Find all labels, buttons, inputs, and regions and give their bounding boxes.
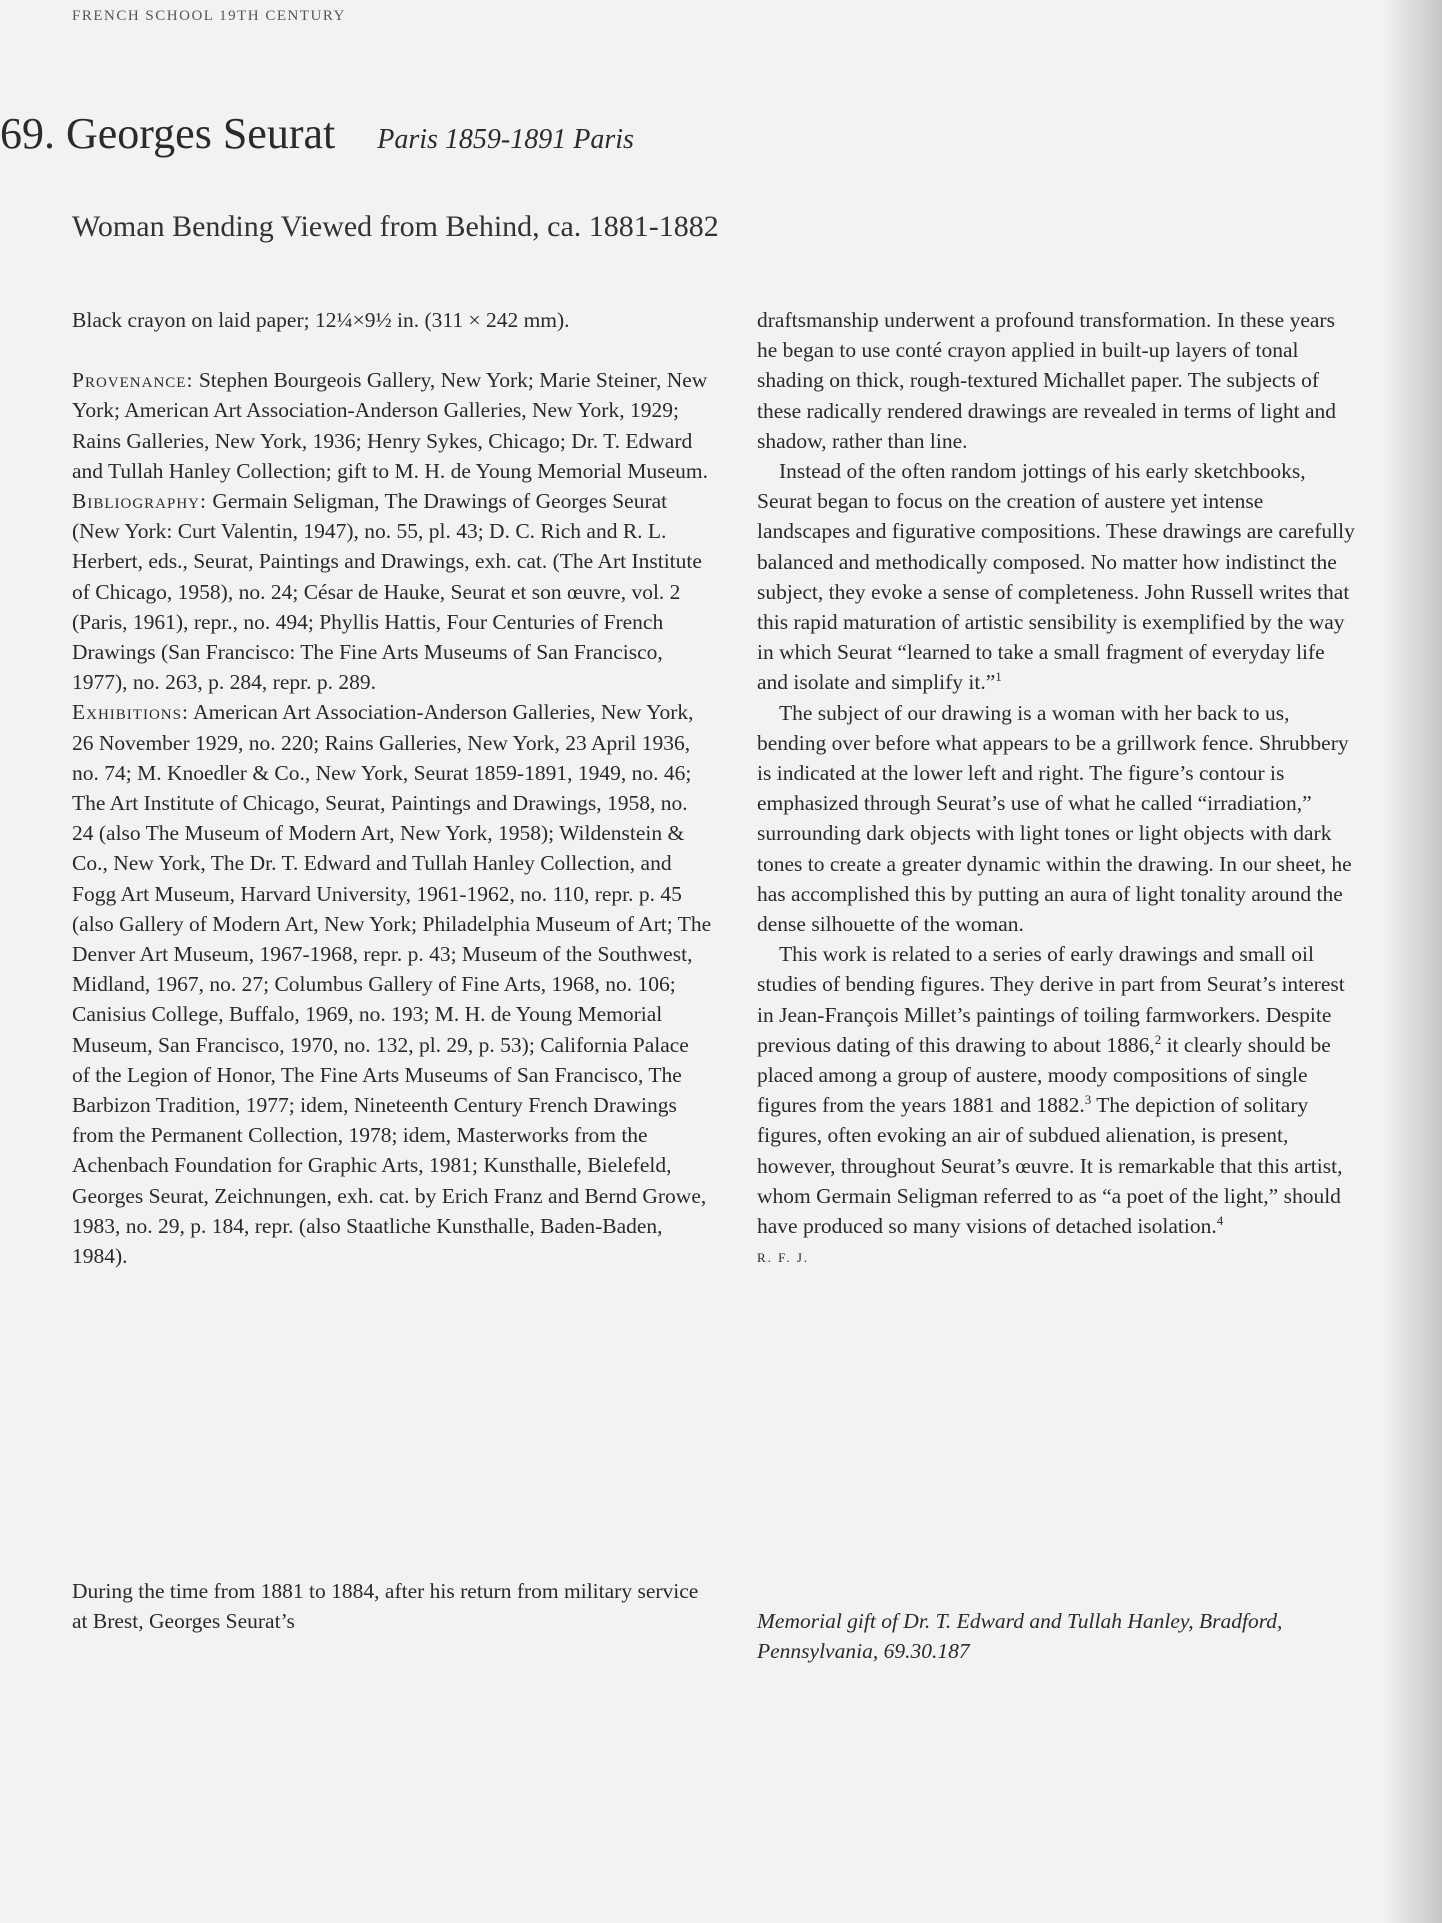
essay-paragraph-4-a: This work is related to a series of early drawings and small oil studies of bending figures. They derive in part from Seurat’s interest in Jean-François Millet’s paintings of toiling farmworkers. Despite previous dating of this drawing to about 1886, [757, 942, 1345, 1057]
footnote-ref-1: 1 [995, 669, 1002, 685]
essay-paragraph-4-c: The depiction of solitary figures, often evoking an air of subdued alienation, is present, however, throughout Seurat’s œuvre. It is remarkable that this artist, whom Germain Seligman referred to as “a poet of the light,” should have produced so many visions of detached isolation. [757, 1093, 1343, 1239]
essay-paragraph-4 [757, 939, 1357, 1241]
exhibitions-section [72, 697, 712, 1271]
bibliography-section [72, 486, 712, 697]
essay-paragraph-4-b: it clearly should be placed among a group of austere, moody compositions of single figures from the years 1881 and 1882. [757, 1032, 1331, 1118]
provenance-label: Provenance: [72, 368, 194, 393]
exhibitions-label: Exhibitions: [72, 700, 189, 725]
provenance-text: Stephen Bourgeois Gallery, New York; Marie Steiner, New York; American Art Association-Anderson Galleries, New York, 1929; Rains Galleries, New York, 1936; Henry Sykes, Chicago; Dr. T. Edward and Tullah Hanley Collection; gift to M. H. de Young Memorial Museum. [72, 368, 709, 483]
entry-heading [0, 108, 634, 159]
credit-line: Memorial gift of Dr. T. Edward and Tullah Hanley, Bradford, Pennsylvania, 69.30.187 [757, 1609, 1283, 1664]
footnote-ref-4: 4 [1216, 1212, 1224, 1228]
footnote-ref-2: 2 [1154, 1031, 1162, 1047]
essay-intro-paragraph: During the time from 1881 to 1884, after his return from military service at Brest, Georges Seurat’s [72, 1579, 699, 1634]
essay-paragraph-1: draftsmanship underwent a profound transformation. In these years he began to use conté crayon applied in built-up layers of tonal shading on thick, rough-textured Michallet paper. The subjects of these radically rendered drawings are revealed in terms of light and shadow, rather than line. [757, 308, 1337, 453]
essay-paragraph-2-text: Instead of the often random jottings of his early sketchbooks, Seurat began to focus on the creation of austere yet intense landscapes and figurative compositions. These drawings are carefully balanced and methodically composed. No matter how indistinct the subject, they evoke a sense of completeness. John Russell writes that this rapid maturation of artistic sensibility is exemplified by the way in which Seurat “learned to take a small fragment of everyday life and isolate and simplify it.” [757, 459, 1355, 695]
left-column [72, 305, 712, 1271]
bibliography-text: Germain Seligman, The Drawings of Georges Seurat (New York: Curt Valentin, 1947), no. 55, pl. 43; D. C. Rich and R. L. Herbert, eds., Seurat, Paintings and Drawings, exh. cat. (The Art Institute of Chicago, 1958), no. 24; César de Hauke, Seurat et son œuvre, vol. 2 (Paris, 1961), repr., no. 494; Phyllis Hattis, Four Centuries of French Drawings (San Francisco: The Fine Arts Museums of San Francisco, 1977), no. 263, p. 284, repr. p. 289. [72, 489, 702, 695]
essay-paragraph-3: The subject of our drawing is a woman with her back to us, bending over before what appears to be a grillwork fence. Shrubbery is indicated at the lower left and right. The figure’s contour is emphasized through Seurat’s use of what he called “irradiation,” surrounding dark objects with light tones or light objects with dark tones to create a greater dynamic within the drawing. In our sheet, he has accomplished this by putting an aura of light tonality around the dense silhouette of the woman. [757, 700, 1352, 937]
artist-life-dates: Paris 1859-1891 Paris [377, 124, 634, 155]
artist-name: 69. Georges Seurat [0, 109, 336, 158]
running-head: FRENCH SCHOOL 19TH CENTURY [72, 8, 346, 24]
medium-line: Black crayon on laid paper; 12¼×9½ in. (311 × 242 mm). [72, 308, 570, 332]
exhibitions-text: American Art Association-Anderson Galleries, New York, 26 November 1929, no. 220; Rains Galleries, New York, 23 April 1936, no. 74; M. Knoedler & Co., New York, Seurat 1859-1891, 1949, no. 46; The Art Institute of Chicago, Seurat, Paintings and Drawings, 1958, no. 24 (also The Museum of Modern Art, New York, 1958); Wildenstein & Co., New York, The Dr. T. Edward and Tullah Hanley Collection, and Fogg Art Museum, Harvard University, 1961-1962, no. 110, repr. p. 45 (also Gallery of Modern Art, New York; Philadelphia Museum of Art; The Denver Art Museum, 1967-1968, repr. p. 43; Museum of the Southwest, Midland, 1967, no. 27; Columbus Gallery of Fine Arts, 1968, no. 106; Canisius College, Buffalo, 1969, no. 193; M. H. de Young Memorial Museum, San Francisco, 1970, no. 132, pl. 29, p. 53); California Palace of the Legion of Honor, The Fine Arts Museums of San Francisco, The Barbizon Tradition, 1977; idem, Nineteenth Century French Drawings from the Permanent Collection, 1978; idem, Masterworks from the Achenbach Foundation for Graphic Arts, 1981; Kunsthalle, Bielefeld, Georges Seurat, Zeichnungen, exh. cat. by Erich Franz and Bernd Growe, 1983, no. 29, p. 184, repr. (also Staatliche Kunsthalle, Baden-Baden, 1984). [72, 700, 712, 1269]
author-initials: R. F. J. [757, 1250, 810, 1266]
page-edge-shadow [1382, 0, 1442, 1923]
work-title: Woman Bending Viewed from Behind, ca. 1881-1882 [72, 210, 719, 243]
footnote-ref-3: 3 [1084, 1092, 1092, 1108]
essay-paragraph-2 [757, 456, 1357, 698]
right-column [757, 305, 1357, 1274]
provenance-section [72, 365, 712, 486]
bibliography-label: Bibliography: [72, 489, 207, 514]
